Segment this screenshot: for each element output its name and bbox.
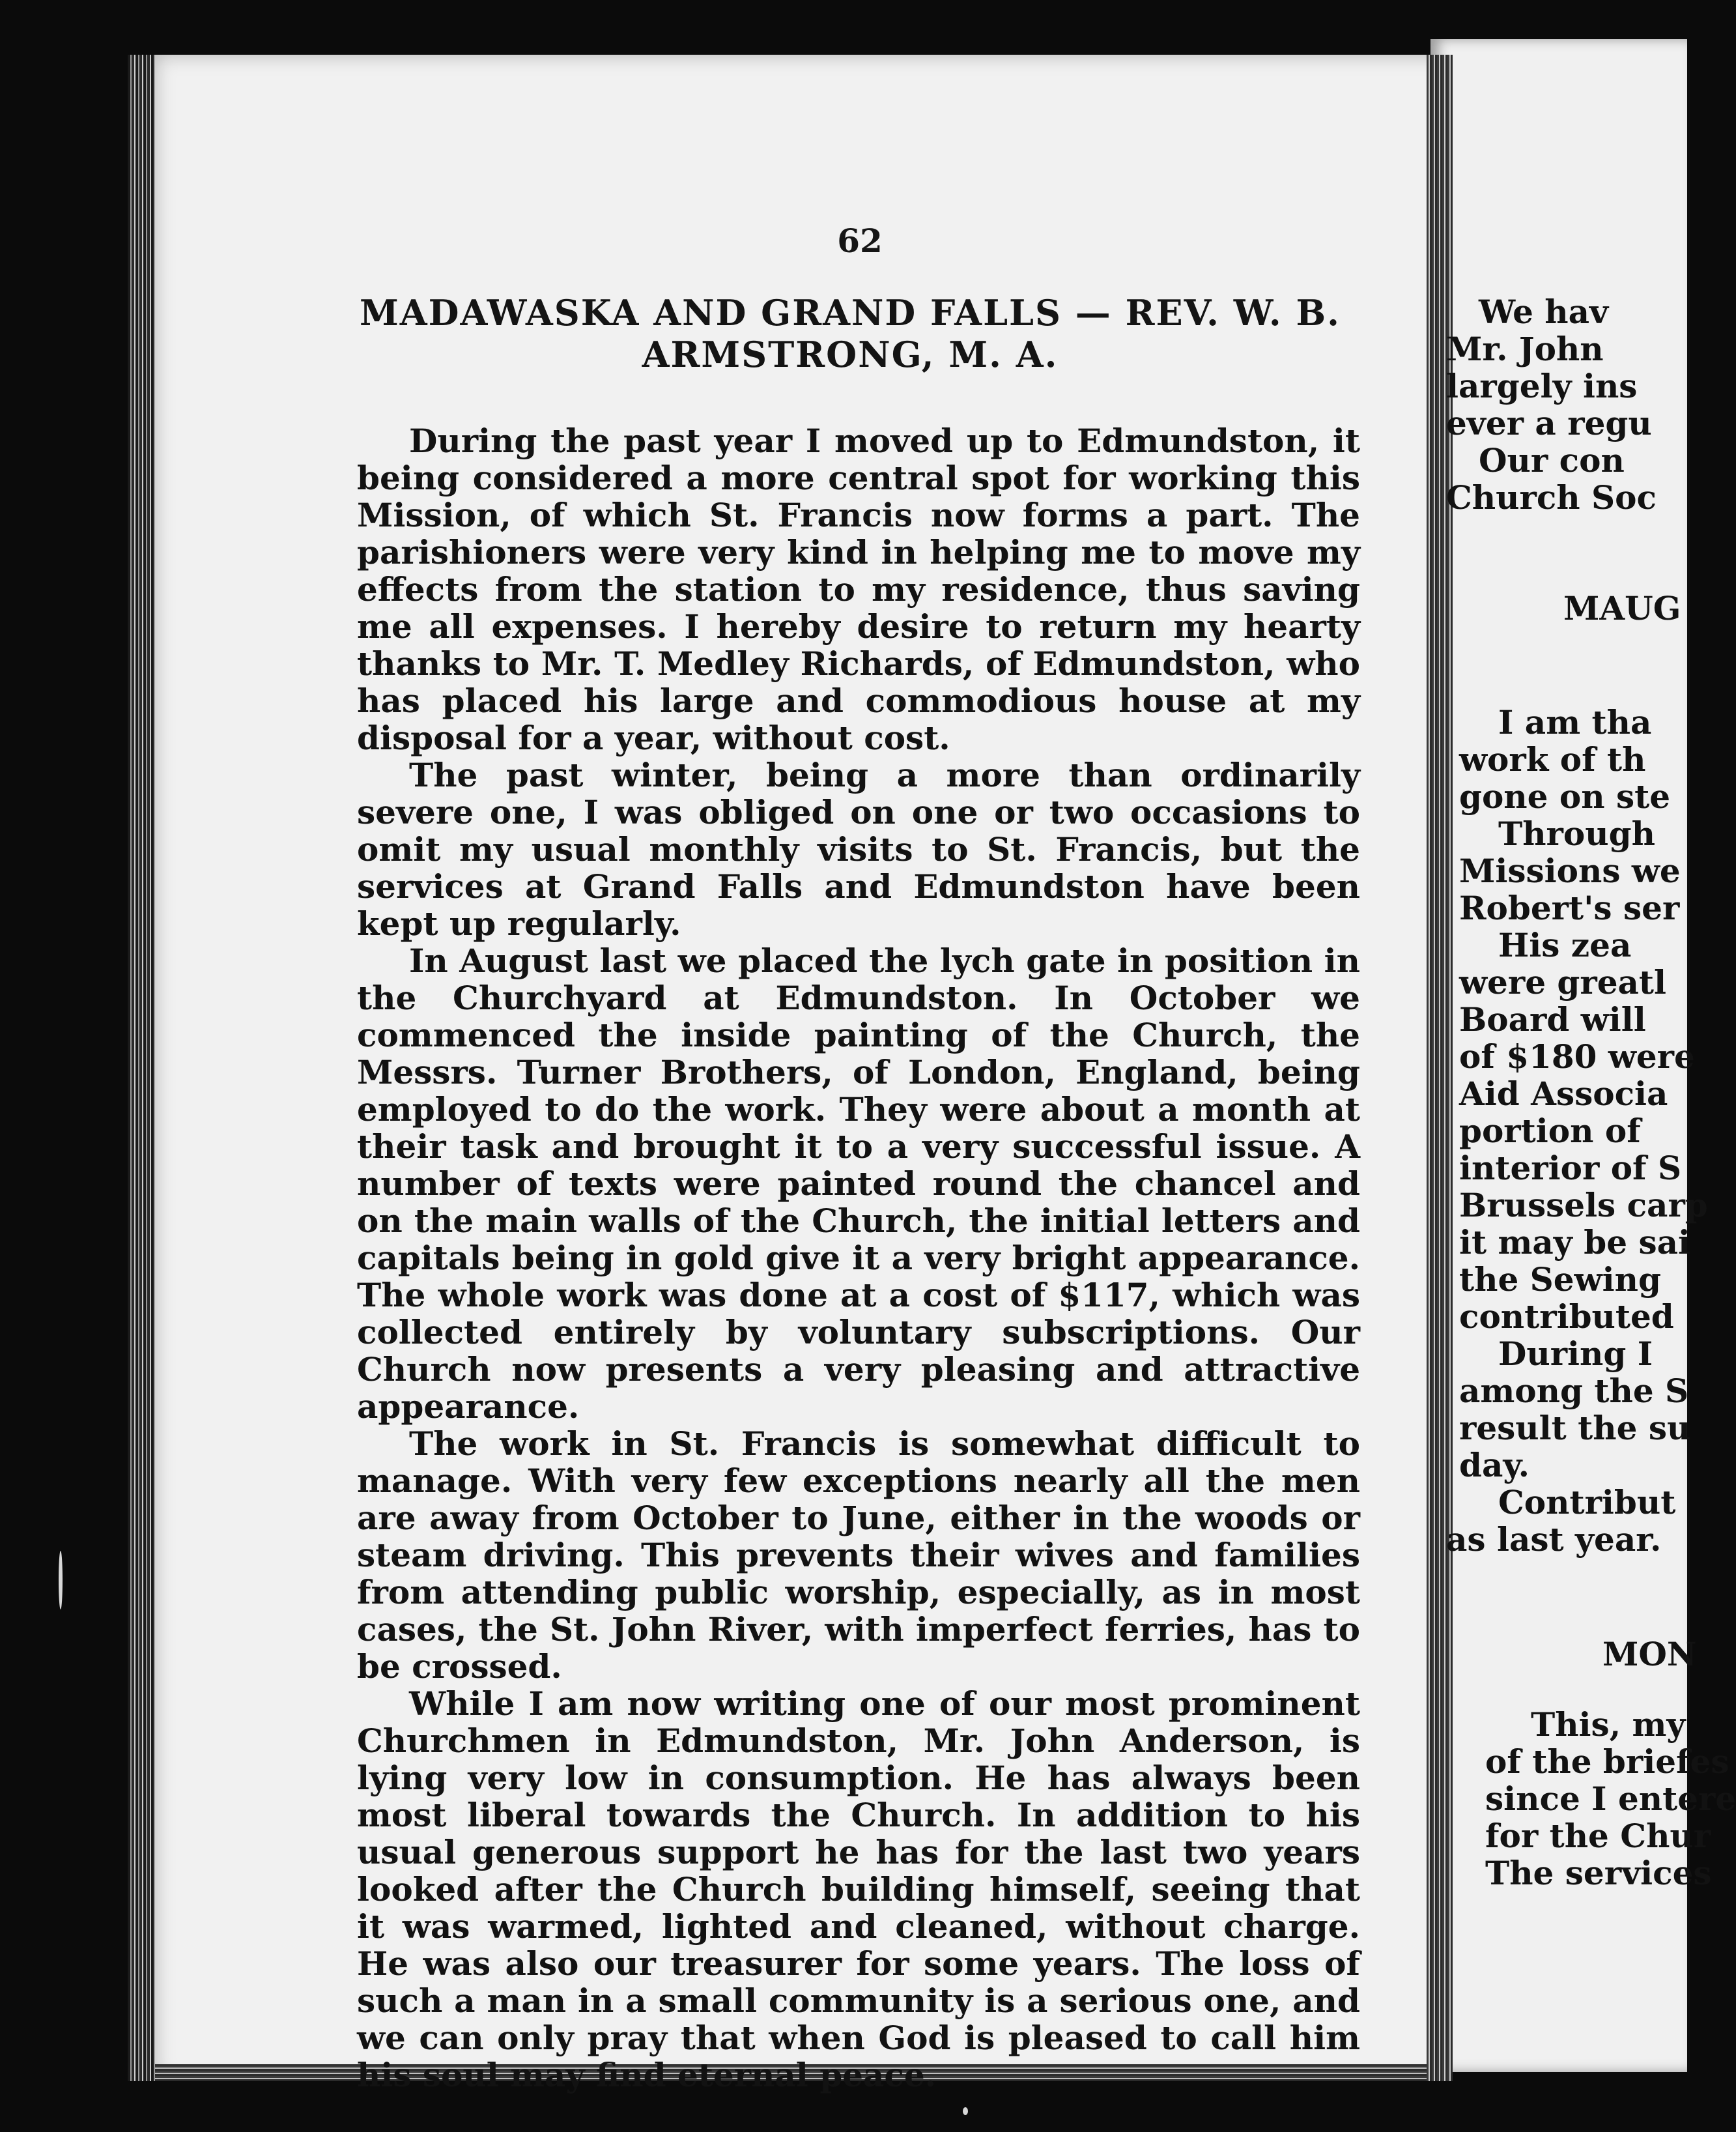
right-line: among the S bbox=[1459, 1372, 1689, 1410]
right-line: it may be sai bbox=[1459, 1223, 1690, 1261]
right-line: portion of bbox=[1459, 1112, 1641, 1150]
title-line-2: ARMSTRONG, M. A. bbox=[642, 334, 1059, 375]
right-line: were greatl bbox=[1459, 963, 1667, 1001]
right-line: Through bbox=[1498, 814, 1655, 853]
right-line: for the Chur bbox=[1485, 1817, 1711, 1855]
right-line: Missions we bbox=[1459, 852, 1681, 890]
right-line: the Sewing bbox=[1459, 1260, 1661, 1299]
page-title bbox=[339, 292, 1361, 375]
scan-artifact bbox=[59, 1551, 63, 1609]
right-line: contributed bbox=[1459, 1297, 1674, 1336]
right-line: Church Soc bbox=[1446, 478, 1657, 517]
scan-artifact bbox=[963, 2107, 968, 2115]
right-line: since I entere bbox=[1485, 1779, 1736, 1818]
right-line: Our con bbox=[1479, 441, 1625, 480]
right-line: Board will bbox=[1459, 1000, 1646, 1039]
paragraph: In August last we placed the lych gate in position in the Churchyard at Edmundston. In October we commenced the inside painting of the Church, the Messrs. Turner Brothers, of London, England, being employed to do the work. They were about a month at their task and brought it to a very successful issue. A number of texts were painted round the chancel and on the main walls of the Church, the initial letters and capitals being in gold give it a very bright appearance. The whole work was done at a cost of $117, which was collected entirely by voluntary subscriptions. Our Church now presents a very pleasing and attractive appearance. bbox=[357, 942, 1360, 1426]
right-line: interior of S bbox=[1459, 1149, 1682, 1187]
right-line: Contribut bbox=[1498, 1483, 1676, 1521]
right-line: During I bbox=[1498, 1334, 1653, 1373]
right-page-text bbox=[1446, 293, 1736, 1922]
right-line: ever a regu bbox=[1446, 404, 1652, 442]
right-line: The services bbox=[1485, 1854, 1712, 1892]
paragraph: The past winter, being a more than ordinarily severe one, I was obliged on one or two occasions to omit my usual monthly visits to St. Francis, but the services at Grand Falls and Edmundston have been kept up regularly. bbox=[357, 756, 1360, 943]
right-line: as last year. bbox=[1446, 1520, 1662, 1559]
right-line: day. bbox=[1459, 1446, 1530, 1484]
right-line: Brussels carp bbox=[1459, 1186, 1708, 1224]
paragraph: The work in St. Francis is somewhat difficult to manage. With very few exceptions nearly all the men are away from October to June, either in the woods or steam driving. This prevents their wives and families from attending public worship, especially, as in most cases, the St. John River, with imperfect ferries, has to be crossed. bbox=[357, 1424, 1360, 1686]
right-line: This, my bbox=[1531, 1705, 1686, 1744]
right-line: of $180 were bbox=[1459, 1037, 1695, 1076]
paragraph: While I am now writing one of our most prominent Churchmen in Edmundston, Mr. John Anderson, is lying very low in consumption. He has always been most liberal towards the Church. In addition to his usual generous support he has for the last two years looked after the Church building himself, seeing that it was warmed, lighted and cleaned, without charge. He was also our treasurer for some years. The loss of such a man in a small community is a serious one, and we can only pray that when God is pleased to call him his soul may find eternal peace. bbox=[357, 1684, 1360, 2094]
right-line: work of th bbox=[1459, 740, 1646, 779]
book-spine bbox=[128, 55, 155, 2081]
right-heading: MON bbox=[1602, 1635, 1697, 1673]
right-heading: MAUG bbox=[1563, 589, 1681, 627]
paragraph: During the past year I moved up to Edmundston, it being considered a more central spot for working this Mission, of which St. Francis now forms a part. The parishioners were very kind in helping me to move my effects from the station to my residence, thus saving me all expenses. I hereby desire to return my hearty thanks to Mr. T. Medley Richards, of Edmundston, who has placed his large and commodious house at my disposal for a year, without cost. bbox=[357, 422, 1360, 757]
right-line: Robert's ser bbox=[1459, 889, 1680, 927]
right-line: His zea bbox=[1498, 926, 1632, 964]
right-line: We hav bbox=[1479, 293, 1609, 331]
right-line: gone on ste bbox=[1459, 777, 1671, 816]
article-body bbox=[357, 422, 1360, 2094]
right-line: I am tha bbox=[1498, 703, 1652, 742]
right-line: of the briefes bbox=[1485, 1742, 1729, 1781]
right-line: Mr. John bbox=[1446, 330, 1604, 368]
title-line-1: MADAWASKA AND GRAND FALLS — REV. W. B. bbox=[360, 292, 1341, 334]
right-line: largely ins bbox=[1446, 367, 1638, 405]
right-line: result the su bbox=[1459, 1409, 1691, 1447]
right-line: Aid Associa bbox=[1459, 1074, 1668, 1113]
page-number: 62 bbox=[837, 222, 883, 260]
